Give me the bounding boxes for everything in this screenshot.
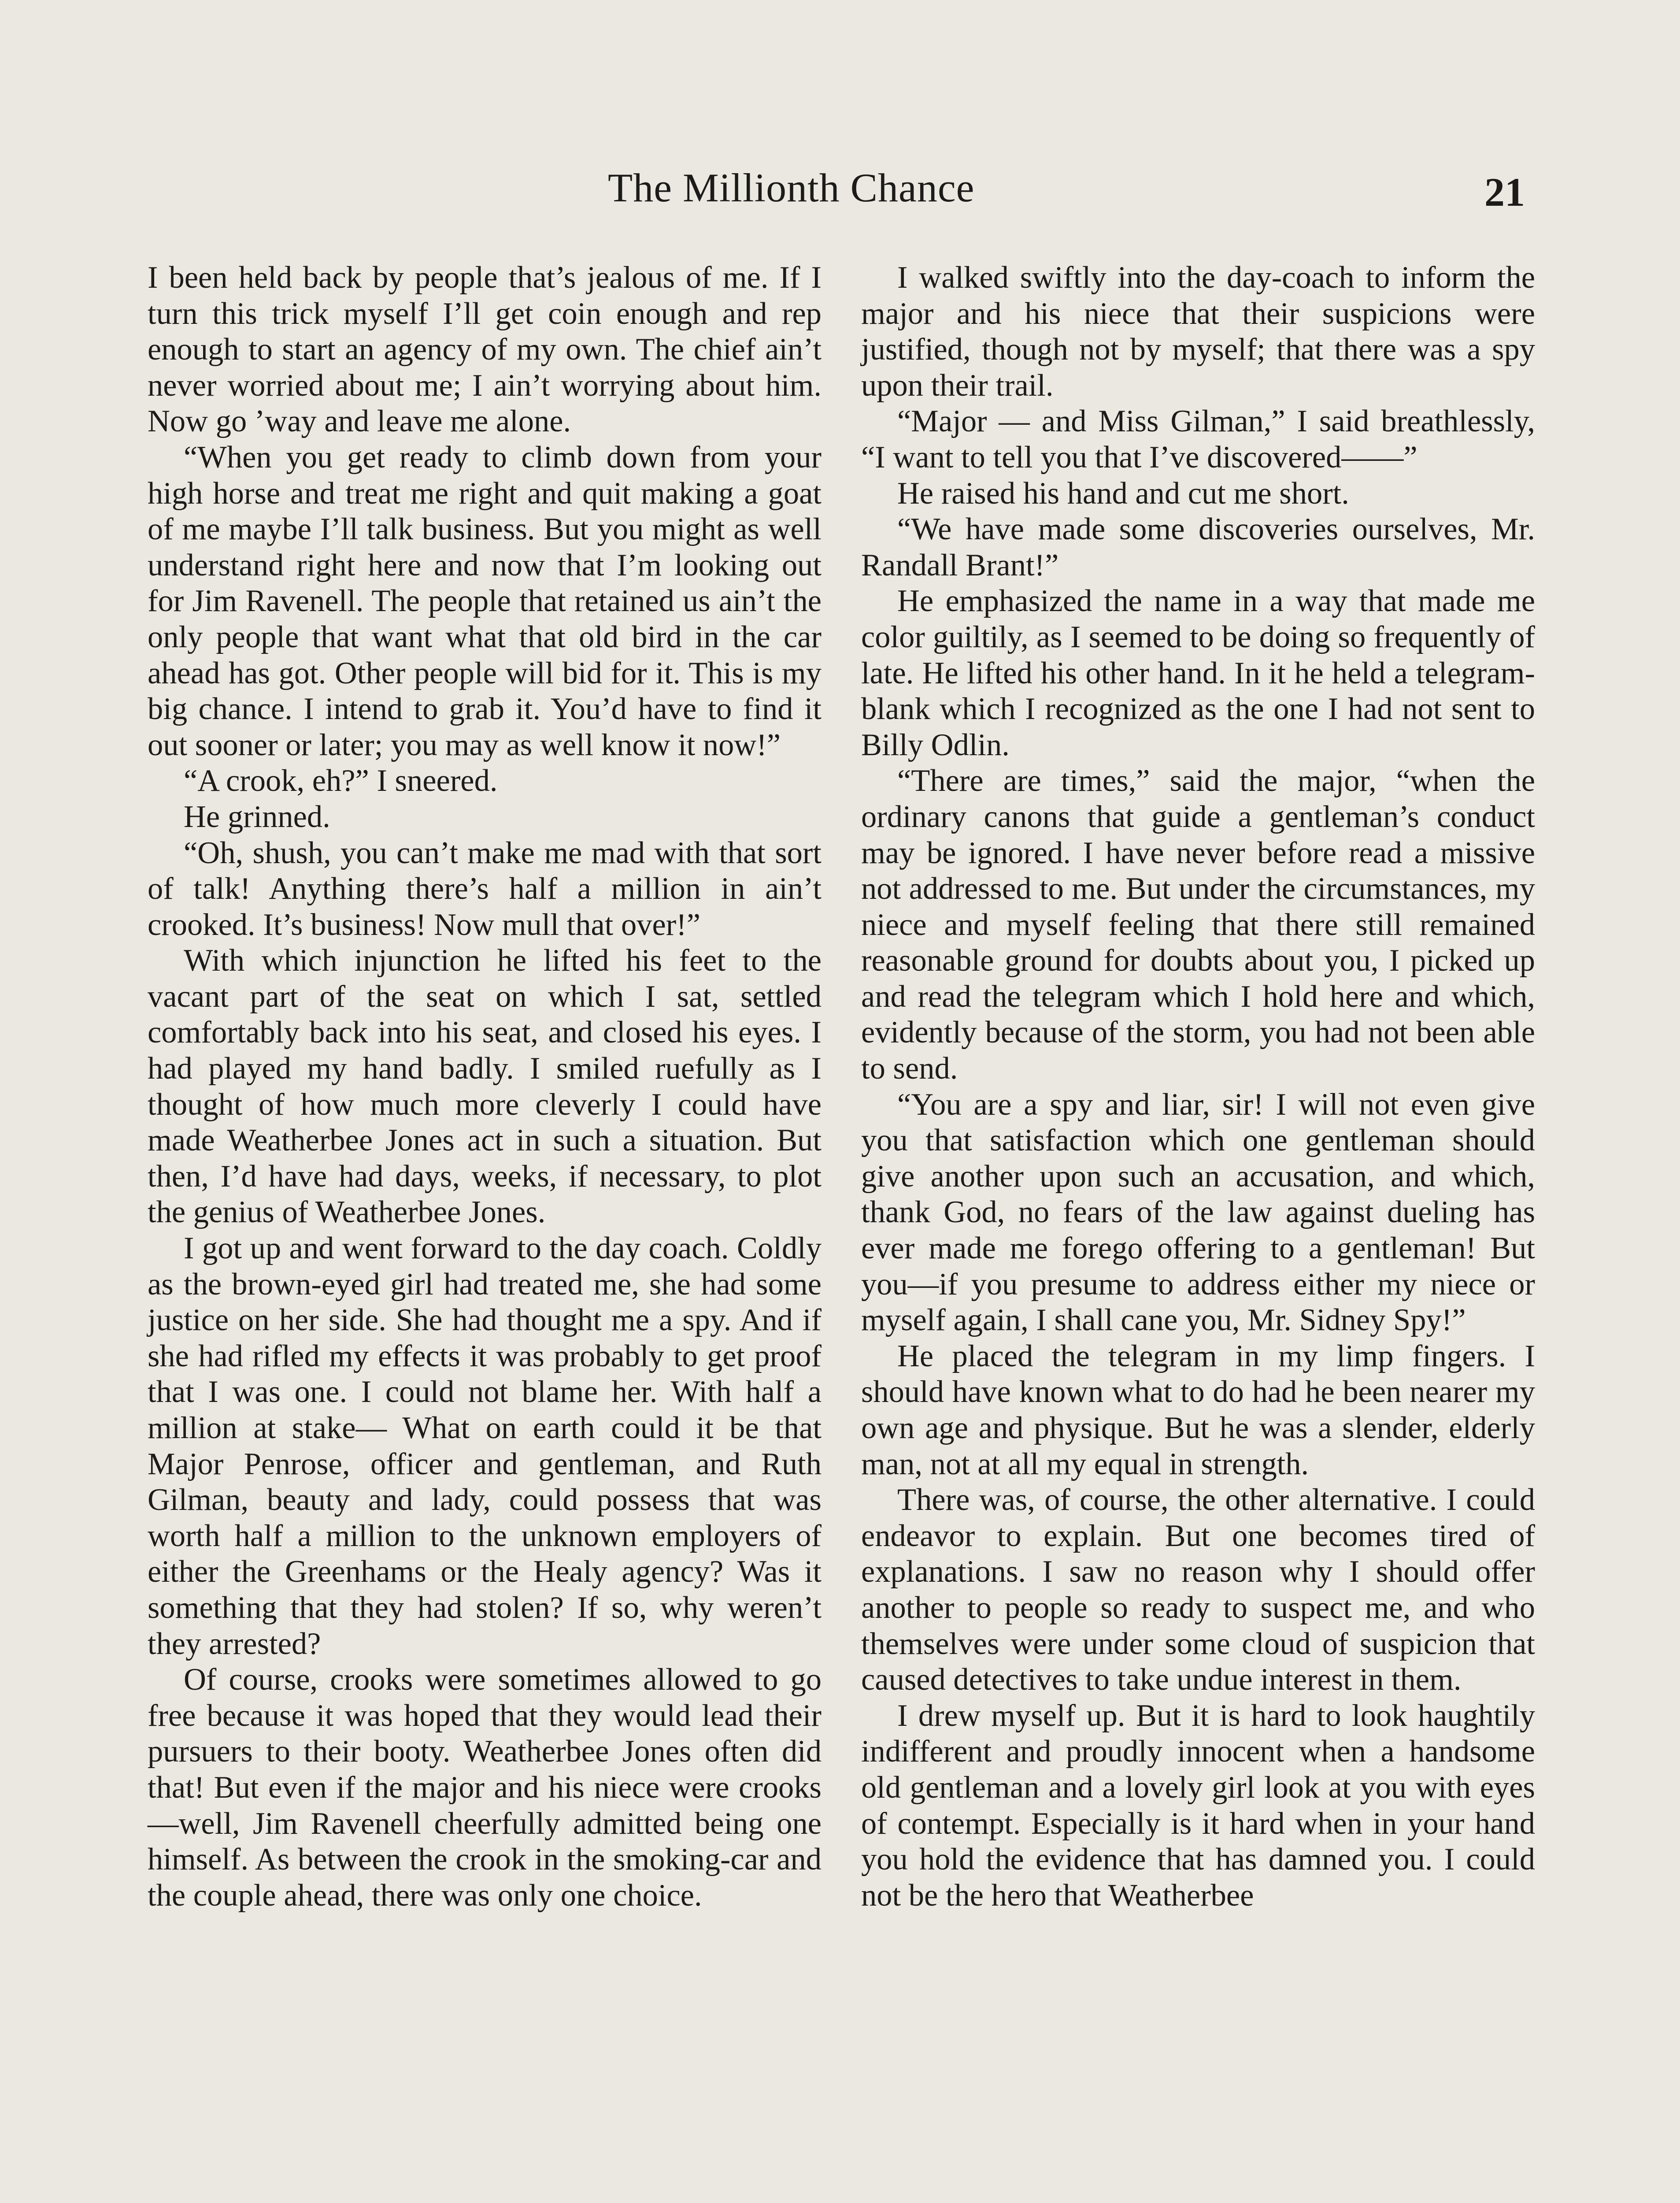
paragraph: He placed the telegram in my limp fingers. I should have known what to do had he been nearer my own age and physique. But he was a slender, elderly man, not at all my equal in strength. [861, 1339, 1535, 1481]
paragraph: I drew myself up. But it is hard to look haughtily indifferent and proudly innocent when a handsome old gentleman and a lovely girl look at you with eyes of contempt. Especially is it hard when in your hand you hold the evidence that has damned you. I could not be the hero that Weatherbee [861, 1698, 1535, 1913]
paragraph: He grinned. [184, 799, 330, 834]
paragraph: “You are a spy and liar, sir! I will not even give you that satisfaction which one gentleman should give another upon such an accusation, and which, thank God, no fears of the law against dueling has ever made me forego offering to a gentleman! But you—if you presume to address either my niece or myself again, I shall cane you, Mr. Sidney Spy!” [861, 1087, 1535, 1338]
page-number: 21 [1484, 170, 1525, 215]
paragraph: He raised his hand and cut me short. [897, 476, 1349, 511]
paragraph: I walked swiftly into the day-coach to inform the major and his niece that their suspicions were justified, though not by myself; that there was a spy upon their trail. [861, 260, 1535, 403]
paragraph: I been held back by people that’s jealous of me. If I turn this trick myself I’ll get coin enough and rep enough to start an agency of my own. The chief ain’t never worried about me; I ain’t worrying about him. Now go ’way and leave me alone. [148, 260, 821, 439]
page-header [0, 0, 1680, 247]
running-title: The Millionth Chance [608, 165, 975, 210]
right-column [861, 260, 1535, 1914]
paragraph: “A crook, eh?” I sneered. [184, 764, 498, 798]
paragraph: “Oh, shush, you can’t make me mad with that sort of talk! Anything there’s half a million in ain’t crooked. It’s business! Now mull that over!” [148, 835, 821, 942]
paragraph: “When you get ready to climb down from your high horse and treat me right and quit making a goat of me maybe I’ll talk business. But you might as well understand right here and now that I’m looking out for Jim Ravenell. The people that retained us ain’t the only people that want what that old bird in the car ahead has got. Other people will bid for it. This is my big chance. I intend to grab it. You’d have to find it out sooner or later; you may as well know it now!” [148, 440, 821, 762]
paragraph: There was, of course, the other alternative. I could endeavor to explain. But one becomes tired of explanations. I saw no reason why I should offer another to people so ready to suspect me, and who themselves were under some cloud of suspicion that caused detectives to take undue interest in them. [861, 1483, 1535, 1697]
paragraph: With which injunction he lifted his feet to the vacant part of the seat on which I sat, settled comfortably back into his seat, and closed his eyes. I had played my hand badly. I smiled ruefully as I thought of how much more cleverly I could have made Weatherbee Jones act in such a situation. But then, I’d have had days, weeks, if necessary, to plot the genius of Weatherbee Jones. [148, 943, 821, 1230]
paragraph: He emphasized the name in a way that made me color guiltily, as I seemed to be doing so frequently of late. He lifted his other hand. In it he held a telegram-blank which I recognized as the one I had not sent to Billy Odlin. [861, 584, 1535, 762]
paragraph: I got up and went forward to the day coach. Coldly as the brown-eyed girl had treated me, she had some justice on her side. She had thought me a spy. And if she had rifled my effects it was probably to get proof that I was one. I could not blame her. With half a million at stake— What on earth could it be that Major Penrose, officer and gentleman, and Ruth Gilman, beauty and lady, could possess that was worth half a million to the unknown employers of either the Greenhams or the Healy agency? Was it something that they had stolen? If so, why weren’t they arrested? [148, 1231, 821, 1661]
paragraph: “Major — and Miss Gilman,” I said breathlessly, “I want to tell you that I’ve discovered——” [861, 404, 1535, 475]
paragraph: Of course, crooks were sometimes allowed to go free because it was hoped that they would lead their pursuers to their booty. Weatherbee Jones often did that! But even if the major and his niece were crooks—well, Jim Ravenell cheerfully admitted being one himself. As between the crook in the smoking-car and the couple ahead, there was only one choice. [148, 1662, 821, 1913]
left-column [148, 260, 821, 1914]
paragraph: “We have made some discoveries ourselves, Mr. Randall Brant!” [861, 512, 1535, 582]
paragraph: “There are times,” said the major, “when the ordinary canons that guide a gentleman’s conduct may be ignored. I have never before read a missive not addressed to me. But under the circumstances, my niece and myself feeling that there still remained reasonable ground for doubts about you, I picked up and read the telegram which I hold here and which, evidently because of the storm, you had not been able to send. [861, 764, 1535, 1086]
